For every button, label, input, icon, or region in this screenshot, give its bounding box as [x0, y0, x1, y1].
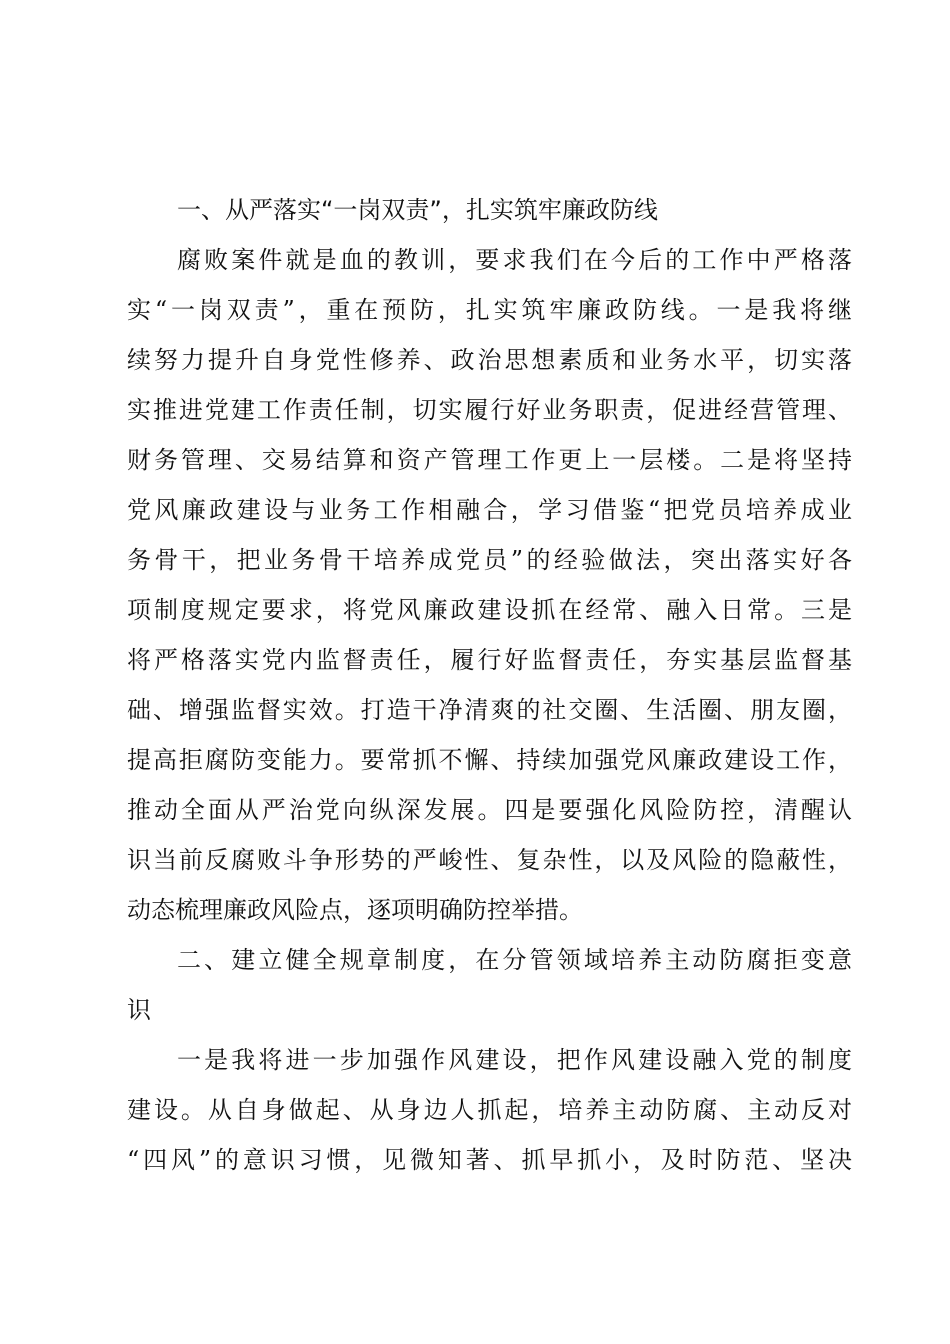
paragraph-line: 一是我将进一步加强作风建设，把作风建设融入党的制度	[177, 1046, 852, 1074]
paragraph-line: “四风”的意识习惯，见微知著、抓早抓小，及时防范、坚决	[127, 1146, 852, 1174]
paragraph-line: 识当前反腐败斗争形势的严峻性、复杂性，以及风险的隐蔽性，	[127, 846, 852, 874]
section-heading-2: 二、建立健全规章制度，在分管领域培养主动防腐拒变意	[177, 946, 852, 974]
paragraph-line: 财务管理、交易结算和资产管理工作更上一层楼。二是将坚持	[127, 446, 852, 474]
paragraph-line: 实推进党建工作责任制，切实履行好业务职责，促进经营管理、	[127, 396, 852, 424]
document-body	[127, 185, 852, 1185]
paragraph-line: 推动全面从严治党向纵深发展。四是要强化风险防控，清醒认	[127, 796, 852, 824]
paragraph-line: 党风廉政建设与业务工作相融合，学习借鉴“把党员培养成业	[127, 496, 852, 524]
paragraph-line: 实“一岗双责”，重在预防，扎实筑牢廉政防线。一是我将继	[127, 296, 852, 324]
paragraph-line: 腐败案件就是血的教训，要求我们在今后的工作中严格落	[177, 246, 852, 274]
paragraph-line: 项制度规定要求，将党风廉政建设抓在经常、融入日常。三是	[127, 596, 852, 624]
paragraph-line: 将严格落实党内监督责任，履行好监督责任，夯实基层监督基	[127, 646, 852, 674]
paragraph-line: 础、增强监督实效。打造干净清爽的社交圈、生活圈、朋友圈，	[127, 696, 852, 724]
paragraph-line: 提高拒腐防变能力。要常抓不懈、持续加强党风廉政建设工作，	[127, 746, 852, 774]
section-heading-2-continuation: 识	[127, 996, 151, 1024]
paragraph-line: 续努力提升自身党性修养、政治思想素质和业务水平，切实落	[127, 346, 852, 374]
paragraph-line: 动态梳理廉政风险点，逐项明确防控举措。	[127, 896, 583, 924]
paragraph-line: 务骨干，把业务骨干培养成党员”的经验做法，突出落实好各	[127, 546, 852, 574]
section-heading-1: 一、从严落实“一岗双责”，扎实筑牢廉政防线	[177, 196, 658, 224]
paragraph-line: 建设。从自身做起、从身边人抓起，培养主动防腐、主动反对	[127, 1096, 852, 1124]
